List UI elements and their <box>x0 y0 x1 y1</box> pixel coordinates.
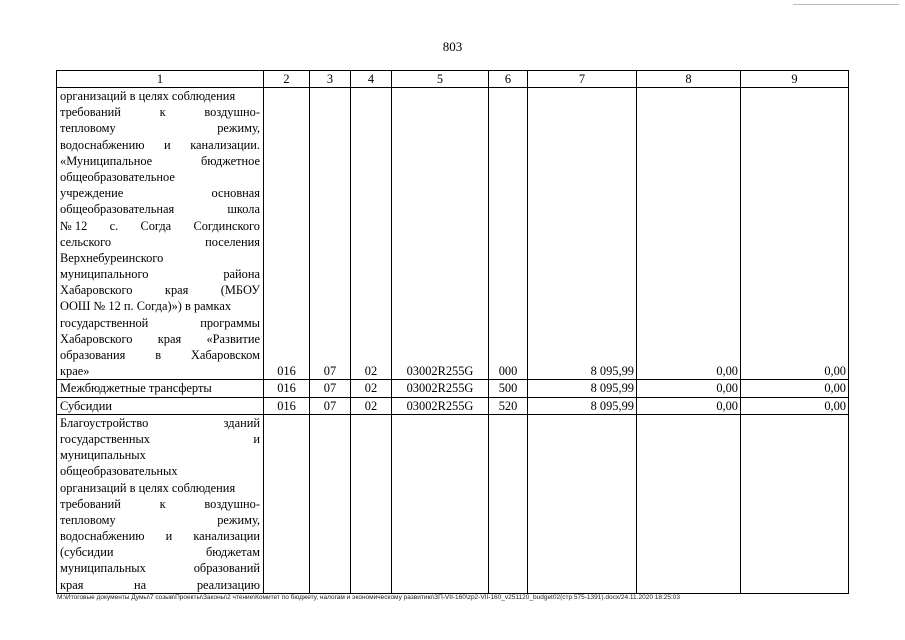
name-word: образований <box>193 561 260 576</box>
name-word: и <box>164 137 171 152</box>
cell-c2: 016 <box>264 380 310 397</box>
cell-c9 <box>741 414 849 593</box>
cell-c6: 000 <box>489 88 528 380</box>
name-word: крае» <box>60 364 90 379</box>
name-word: «Развитие <box>206 331 260 346</box>
name-word: Согдинского <box>193 218 260 233</box>
name-word: государственных <box>60 431 151 446</box>
cell-c3: 07 <box>310 380 351 397</box>
name-line <box>60 137 260 153</box>
name-word: требований <box>60 496 121 511</box>
name-word: учреждение <box>60 186 124 201</box>
name-word: воздушно- <box>204 105 260 120</box>
name-line <box>60 512 260 528</box>
name-word: канализации <box>193 529 260 544</box>
name-word: бюджетам <box>205 545 260 560</box>
name-word: Хабаровского <box>60 331 133 346</box>
cell-c3: 07 <box>310 397 351 414</box>
name-word: (субсидии <box>60 545 114 560</box>
name-word: и <box>253 431 260 446</box>
cell-c8: 0,00 <box>637 397 741 414</box>
name-word: воздушно- <box>204 496 260 511</box>
cell-c4 <box>351 414 392 593</box>
table-header-row <box>57 71 849 88</box>
name-line <box>60 201 260 217</box>
name-word: водоснабжению <box>60 529 145 544</box>
budget-table <box>56 70 849 594</box>
row-name-cell <box>57 88 264 380</box>
name-line <box>60 463 260 479</box>
name-word: водоснабжению <box>60 137 145 152</box>
name-word: Хабаровском <box>190 348 260 362</box>
cell-c9: 0,00 <box>741 397 849 414</box>
cell-c9: 0,00 <box>741 88 849 380</box>
cell-c9: 0,00 <box>741 380 849 397</box>
name-word: тепловому <box>60 512 116 527</box>
name-word: образования <box>60 348 126 362</box>
name-line <box>60 560 260 576</box>
cell-c2: 016 <box>264 397 310 414</box>
name-line <box>60 347 260 363</box>
name-word: сельского <box>60 234 112 249</box>
column-header: 3 <box>310 71 351 88</box>
name-line <box>60 431 260 447</box>
row-name-cell <box>57 414 264 593</box>
name-line <box>60 234 260 250</box>
name-word: (МБОУ <box>220 283 260 298</box>
name-word: тепловому <box>60 121 116 136</box>
name-word: требований <box>60 105 121 120</box>
name-line <box>60 298 260 314</box>
name-line <box>60 250 260 266</box>
name-word: ООШ № 12 п. Согда)») в рамках <box>60 299 232 314</box>
cell-c3 <box>310 414 351 593</box>
name-word: к <box>159 496 166 511</box>
column-header: 7 <box>528 71 637 88</box>
name-word: края <box>157 331 182 346</box>
name-word: края <box>164 283 189 298</box>
name-word: организаций в целях соблюдения <box>60 89 236 103</box>
name-line <box>60 120 260 136</box>
name-line <box>60 153 260 169</box>
name-line <box>60 577 260 593</box>
cell-c8: 0,00 <box>637 88 741 380</box>
name-line <box>60 315 260 331</box>
column-header: 6 <box>489 71 528 88</box>
name-line <box>60 88 260 104</box>
column-header: 5 <box>392 71 489 88</box>
name-word: школа <box>227 202 260 217</box>
name-word: бюджетное <box>200 153 260 168</box>
name-line <box>60 104 260 120</box>
name-word: № 12 <box>60 218 88 233</box>
name-word: режиму, <box>217 512 260 527</box>
name-word: реализацию <box>196 577 260 592</box>
cell-c8: 0,00 <box>637 380 741 397</box>
name-line <box>60 331 260 347</box>
column-header: 2 <box>264 71 310 88</box>
row-name-cell: Субсидии <box>57 397 264 414</box>
name-word: основная <box>211 186 260 201</box>
name-word: муниципального <box>60 267 149 282</box>
name-word: на <box>134 577 147 592</box>
name-word: зданий <box>223 415 260 430</box>
name-word: общеобразовательных <box>60 464 178 479</box>
cell-c2: 016 <box>264 88 310 380</box>
name-word: режиму, <box>217 121 260 136</box>
name-word: Хабаровского <box>60 283 133 298</box>
cell-c5: 03002R255G <box>392 380 489 397</box>
cell-c8 <box>637 414 741 593</box>
cell-c6: 500 <box>489 380 528 397</box>
name-line <box>60 480 260 496</box>
name-word: канализации. <box>190 137 260 152</box>
table-row <box>57 397 849 414</box>
column-header: 9 <box>741 71 849 88</box>
name-word: с. <box>109 218 119 233</box>
name-line <box>60 266 260 282</box>
document-path-footer: M:\Итоговые документы Думы\7 созыв\Проекты\Законы\2 чтение\Комитет по бюджету, налогам и экономическому развитию\ЗП-VII-160\zp2-VII-160_v251120_budget02(стр 575-1391).docx/24.11.2020 18:25:03 <box>57 594 681 601</box>
cell-c4: 02 <box>351 380 392 397</box>
name-line <box>60 415 260 431</box>
name-line <box>60 447 260 463</box>
column-header: 8 <box>637 71 741 88</box>
table-row <box>57 88 849 380</box>
cell-c7: 8 095,99 <box>528 88 637 380</box>
table-row <box>57 414 849 593</box>
name-line <box>60 169 260 185</box>
name-word: к <box>159 105 166 120</box>
cell-c4: 02 <box>351 397 392 414</box>
table-row <box>57 380 849 397</box>
name-line <box>60 218 260 234</box>
name-word: общеобразовательное <box>60 169 175 184</box>
column-header: 4 <box>351 71 392 88</box>
row-name-cell: Межбюджетные трансферты <box>57 380 264 397</box>
name-line <box>60 185 260 201</box>
name-line <box>60 528 260 544</box>
cell-c2 <box>264 414 310 593</box>
name-word: организаций в целях соблюдения <box>60 480 236 495</box>
column-header: 1 <box>57 71 264 88</box>
name-line <box>60 363 260 379</box>
cell-c5 <box>392 414 489 593</box>
name-word: государственной <box>60 315 149 330</box>
name-word: района <box>223 267 260 282</box>
name-word: края <box>60 577 84 592</box>
cell-c3: 07 <box>310 88 351 380</box>
name-line <box>60 544 260 560</box>
name-word: муниципальных <box>60 448 146 463</box>
page-number: 803 <box>442 39 463 54</box>
cell-c6: 520 <box>489 397 528 414</box>
name-word: Согда <box>140 218 172 233</box>
cell-c5: 03002R255G <box>392 88 489 380</box>
name-word: программы <box>200 315 260 330</box>
name-word: и <box>165 529 173 544</box>
name-word: муниципальных <box>60 561 146 576</box>
name-word: «Муниципальное <box>60 153 153 168</box>
name-word: общеобразовательная <box>60 202 175 217</box>
name-word: Верхнебуреинского <box>60 250 164 265</box>
cell-c5: 03002R255G <box>392 397 489 414</box>
name-line <box>60 496 260 512</box>
cell-c7: 8 095,99 <box>528 380 637 397</box>
name-word: в <box>155 348 162 362</box>
cell-c4: 02 <box>351 88 392 380</box>
name-line <box>60 282 260 298</box>
name-word: поселения <box>205 234 260 249</box>
cell-c6 <box>489 414 528 593</box>
cell-c7 <box>528 414 637 593</box>
cell-c7: 8 095,99 <box>528 397 637 414</box>
name-word: Благоустройство <box>60 415 149 430</box>
top-rule <box>793 4 899 5</box>
